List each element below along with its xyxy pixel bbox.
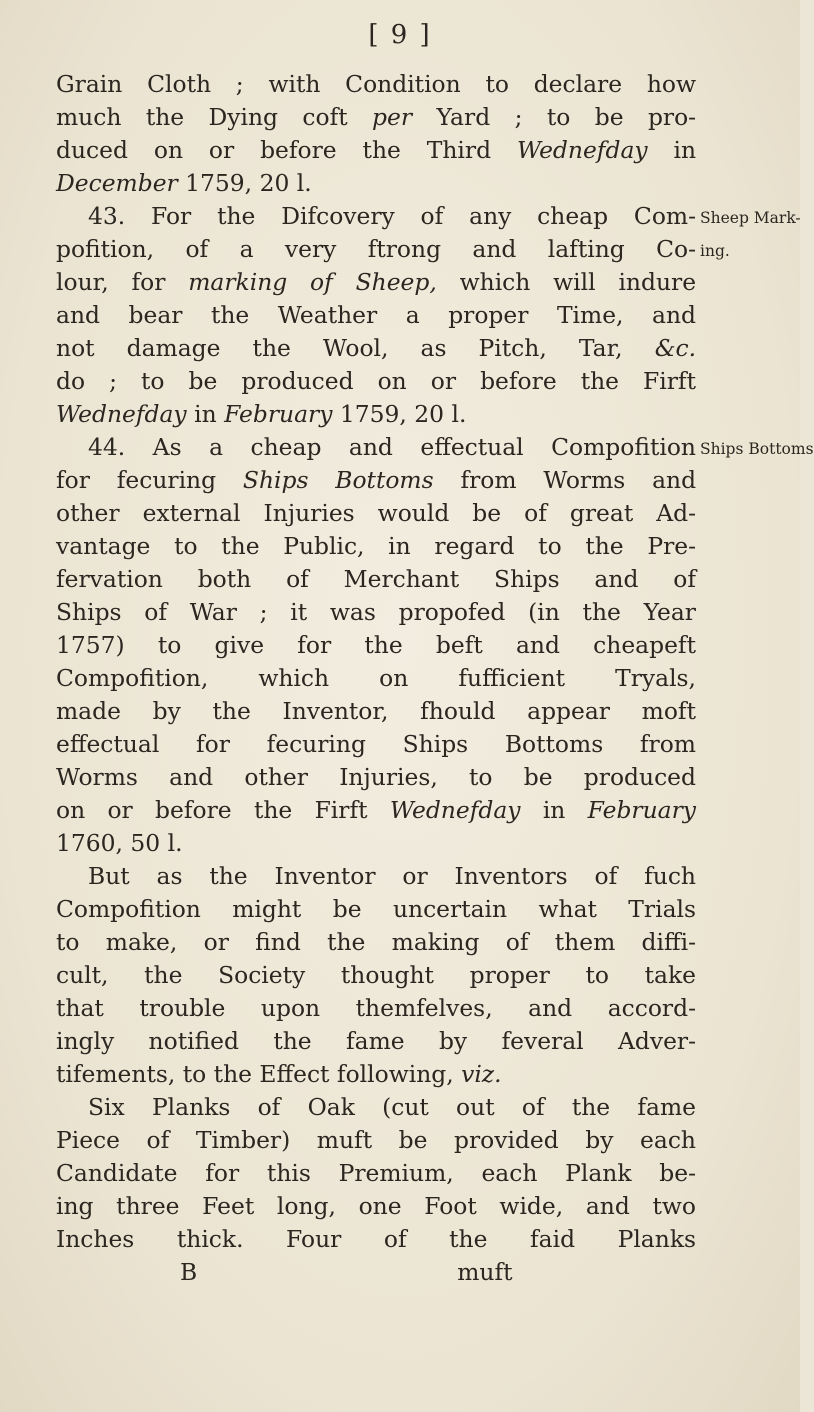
text-line: much the Dying coft per Yard ; to be pro- [56,103,697,131]
text-line: duced on or before the Third Wednefday in [56,136,697,164]
text-line: cult, the Society thought proper to take [56,961,696,989]
text-line: 1760, 50 l. [56,829,183,857]
text-line: But as the Inventor or Inventors of fuch [88,862,696,890]
text-line: Candidate for this Premium, each Plank be- [56,1159,696,1187]
catchword: muft [457,1258,513,1286]
text-line: ingly notified the fame by feveral Adver- [56,1027,696,1055]
text-line: effectual for fecuring Ships Bottoms from [56,730,696,758]
margin-note: Ships Bottoms [700,440,814,458]
text-line: Compofition might be uncertain what Trials [56,895,696,923]
text-line: 43. For the Difcovery of any cheap Com- [88,202,696,230]
text-line: pofition, of a very ftrong and lafting Co- [56,235,696,263]
text-line: Compofition, which on fufficient Tryals, [56,664,696,692]
text-line: Six Planks of Oak (cut out of the fame [88,1093,696,1121]
text-line: on or before the Firft Wednefday in February [56,796,697,824]
text-line: that trouble upon themfelves, and accord- [56,994,696,1022]
text-line: tifements, to the Effect following, viz. [56,1060,502,1088]
text-line: other external Injuries would be of great Ad- [56,499,696,527]
text-line: do ; to be produced on or before the Firft [56,367,696,395]
body-text [56,68,696,1289]
text-line: 44. As a cheap and effectual Compofition [88,433,696,461]
text-line: not damage the Wool, as Pitch, Tar, &c. [56,334,697,362]
text-line: and bear the Weather a proper Time, and [56,301,696,329]
catch-line [56,1256,696,1289]
signature-mark: B [180,1258,198,1286]
text-line: Grain Cloth ; with Condition to declare how [56,70,696,98]
text-line: ing three Feet long, one Foot wide, and two [56,1192,696,1220]
text-line: 1757) to give for the beft and cheapeft [56,631,696,659]
text-line: lour, for marking of Sheep, which will indure [56,268,697,296]
text-line: vantage to the Public, in regard to the Pre- [56,532,696,560]
margin-note: ing. [700,242,730,260]
text-line: for fecuring Ships Bottoms from Worms and [56,466,697,494]
text-line: December 1759, 20 l. [56,169,312,197]
text-line: Ships of War ; it was propofed (in the Year [56,598,696,626]
text-line: Wednefday in February 1759, 20 l. [56,400,467,428]
text-line: made by the Inventor, fhould appear moft [56,697,696,725]
text-line: to make, or find the making of them diffi- [56,928,696,956]
text-line: fervation both of Merchant Ships and of [56,565,696,593]
page-number: [ 9 ] [368,20,432,50]
text-line: Piece of Timber) muft be provided by each [56,1126,696,1154]
margin-note: Sheep Mark- [700,209,801,227]
text-line: Inches thick. Four of the faid Planks [56,1225,696,1253]
text-line: Worms and other Injuries, to be produced [56,763,696,791]
